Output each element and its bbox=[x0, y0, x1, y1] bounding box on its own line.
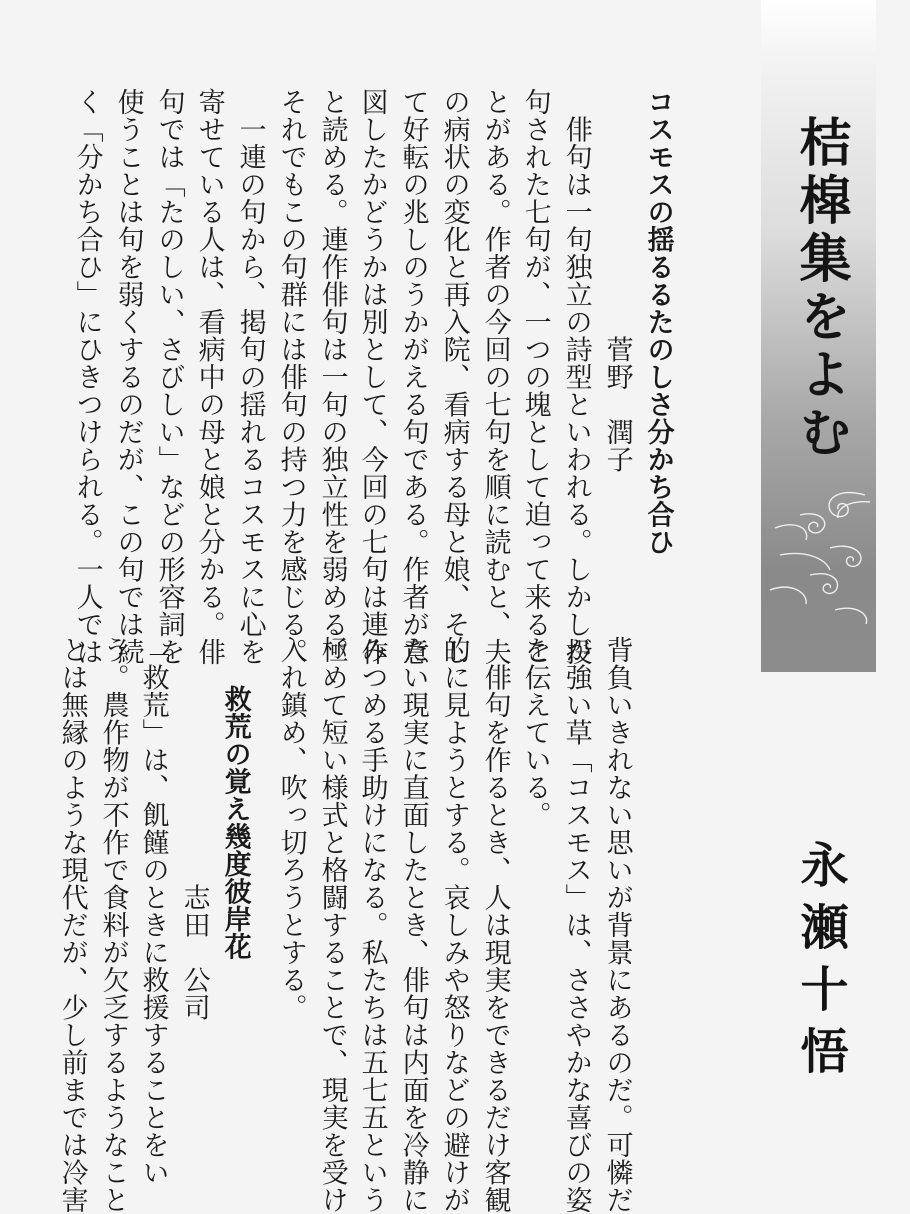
text-line: とは無縁のような現代だが、少し前までは冷害 bbox=[56, 636, 88, 1214]
text-line: と読める。連作俳句は一句の独立性を弱める。 bbox=[316, 88, 348, 666]
text-line: 寄せている人は、看病中の母と娘と分かる。俳 bbox=[193, 88, 225, 666]
text-line: く「分かち合ひ」にひきつけられる。一人では bbox=[71, 88, 103, 666]
text-line: 的に見ようとする。哀しみや怒りなどの避けが bbox=[438, 636, 470, 1214]
text-line: たい現実に直面したとき、俳句は内面を冷静に bbox=[397, 636, 429, 1214]
text-line: の病状の変化と再入院、看病する母と娘、そし bbox=[438, 88, 470, 666]
text-line: 背負いきれない思いが背景にあるのだ。可憐だ bbox=[601, 636, 633, 1214]
text-line: 使うことは句を弱くするのだが、この句では続 bbox=[112, 88, 144, 666]
text-line: 句された七句が、一つの塊として迫って来るこ bbox=[519, 88, 551, 666]
text-line: 「救荒」は、飢饉のときに救援することをい bbox=[137, 636, 169, 1186]
text-line: 極めて短い様式と格闘することで、現実を受け bbox=[316, 636, 348, 1214]
text-line: 一連の句から、掲句の揺れるコスモスに心を bbox=[234, 88, 266, 666]
text-line: て好転の兆しのうかがえる句である。作者が意 bbox=[397, 88, 429, 666]
text-line: 俳句を作るとき、人は現実をできるだけ客観 bbox=[479, 636, 511, 1214]
text-line: とがある。作者の今回の七句を順に読むと、夫 bbox=[479, 88, 511, 666]
author-name: 永瀬十悟 bbox=[792, 840, 848, 1088]
text-line: 図したかどうかは別として、今回の七句は連作 bbox=[356, 88, 388, 666]
text-line: を伝えている。 bbox=[519, 636, 551, 829]
text-line: う。農作物が不作で食料が欠乏するようなこと bbox=[97, 636, 129, 1214]
cloud-swirl-ornament bbox=[770, 470, 875, 640]
text-line: それでもこの句群には俳句の持つ力を感じる。 bbox=[275, 88, 307, 666]
text-line: が強い草「コスモス」は、ささやかな喜びの姿 bbox=[560, 636, 592, 1214]
text-line: みつめる手助けになる。私たちは五七五という bbox=[356, 636, 388, 1214]
byline: 菅野 潤子 bbox=[601, 88, 633, 473]
text-line: 俳句は一句独立の詩型といわれる。しかし投 bbox=[560, 88, 592, 666]
byline: 志田 公司 bbox=[178, 636, 210, 1021]
text-line: 句では「たのしい、さびしい」などの形容詞を bbox=[153, 88, 185, 666]
text-line: 入れ鎮め、吹っ切ろうとする。 bbox=[275, 636, 307, 1021]
haiku-title: コスモスの揺るるたのしさ分かち合ひ bbox=[642, 88, 674, 556]
series-title: 桔槹集をよむ bbox=[790, 115, 851, 463]
haiku-title: 救荒の覚え幾度彼岸花 bbox=[219, 685, 251, 960]
